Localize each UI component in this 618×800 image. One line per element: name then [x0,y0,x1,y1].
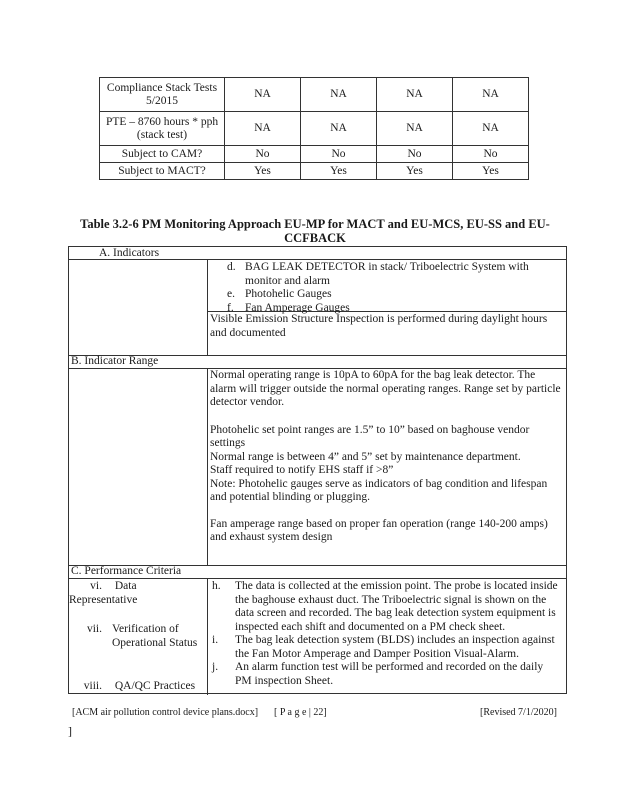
item-text: BAG LEAK DETECTOR in stack/ Triboelectric System with monitor and alarm [245,261,529,287]
cell: Yes [453,163,529,180]
divider [207,259,208,355]
list-item [227,288,562,302]
paragraph: Normal operating range is 10pA to 60pA for the bag leak detector. The alarm will trigger outside the normal operating ranges. Range set by particle detector vendor. [210,369,561,408]
cell: NA [225,78,301,112]
visible-emission-text: Visible Emission Structure Inspection is performed during daylight hours and documented [210,313,548,339]
cell: NA [301,78,377,112]
footer-page-number: [ P a g e | 22] [274,707,327,718]
cell: NA [453,78,529,112]
section-c-header: C. Performance Criteria [71,565,182,577]
cell: NA [453,112,529,146]
divider [207,578,208,695]
divider [207,368,208,565]
item-marker: f. [227,301,234,314]
section-a-header: A. Indicators [99,247,160,259]
cell: Yes [225,163,301,180]
criteria-label [69,580,205,607]
paragraph: Fan amperage range based on proper fan operation (range 140-200 amps) and exhaust system design [210,517,548,543]
table-row [100,146,529,163]
indicator-range-text [210,369,562,545]
paragraph-line: Staff required to notify EHS staff if >8” [210,464,394,476]
item-number: viii. [83,680,102,692]
row-label: Subject to CAM? [100,146,225,163]
footer-revision: [Revised 7/1/2020] [480,707,557,718]
table-row [100,112,529,146]
cell: No [301,146,377,163]
cell: Yes [301,163,377,180]
item-text: The bag leak detection system (BLDS) includes an inspection against the Fan Motor Amperage and Damper Position Visual-Alarm. [235,634,555,660]
list-item [212,634,562,661]
list-item [227,261,562,288]
list-item [212,580,562,634]
cell: NA [377,112,453,146]
criteria-list [212,580,562,688]
item-label: Data Representative [69,580,138,606]
footer-filename: [ACM air pollution control device plans.docx] [72,707,259,718]
paragraph-line: Note: Photohelic gauges serve as indicators of bag condition and lifespan and potential blinding or plugging. [210,477,548,503]
section-b-header: B. Indicator Range [71,355,159,367]
cell: No [453,146,529,163]
item-marker: d. [227,261,236,273]
cell: NA [301,112,377,146]
row-label: Subject to MACT? [100,163,225,180]
list-item [212,661,562,688]
item-marker: e. [227,288,235,300]
item-text: Photohelic Gauges [245,288,332,300]
paragraph-line: Photohelic set point ranges are 1.5” to 10” based on baghouse vendor settings [210,423,530,449]
item-number: vi. [90,580,102,592]
item-number: vii. [86,623,102,635]
monitoring-table [68,246,567,694]
summary-table [99,77,529,180]
cursor-mark: ] [68,724,72,738]
criteria-label [69,623,205,650]
indicator-list [227,261,562,315]
row-label: Compliance Stack Tests 5/2015 [100,78,225,112]
item-marker: j. [212,661,219,673]
cell: NA [225,112,301,146]
table-row [100,163,529,180]
item-text: The data is collected at the emission point. The probe is located inside the baghouse exhaust duct. The Triboelectric signal is shown on the data screen and recorded. The bag leak detection system equipment is inspected each shift and documented on a PM check sheet. [235,580,558,633]
item-text: An alarm function test will be performed and recorded on the daily PM inspection Sheet. [235,661,544,687]
criteria-label [69,680,205,694]
item-label: QA/QC Practices [114,680,196,692]
paragraph-line: Normal range is between 4” and 5” set by maintenance department. [210,450,521,463]
cell: NA [377,78,453,112]
item-marker: h. [212,580,221,592]
cell: Yes [377,163,453,180]
table-row [100,78,529,112]
item-text: Fan Amperage Gauges [245,301,350,314]
cell: No [225,146,301,163]
table-title: Table 3.2-6 PM Monitoring Approach EU-MP for MACT and EU-MCS, EU-SS and EU-CCFBACK [80,217,550,245]
item-label: Verification of Operational Status [112,623,198,649]
cell: No [377,146,453,163]
row-label: PTE – 8760 hours * pph (stack test) [100,112,225,146]
item-marker: i. [212,634,219,646]
